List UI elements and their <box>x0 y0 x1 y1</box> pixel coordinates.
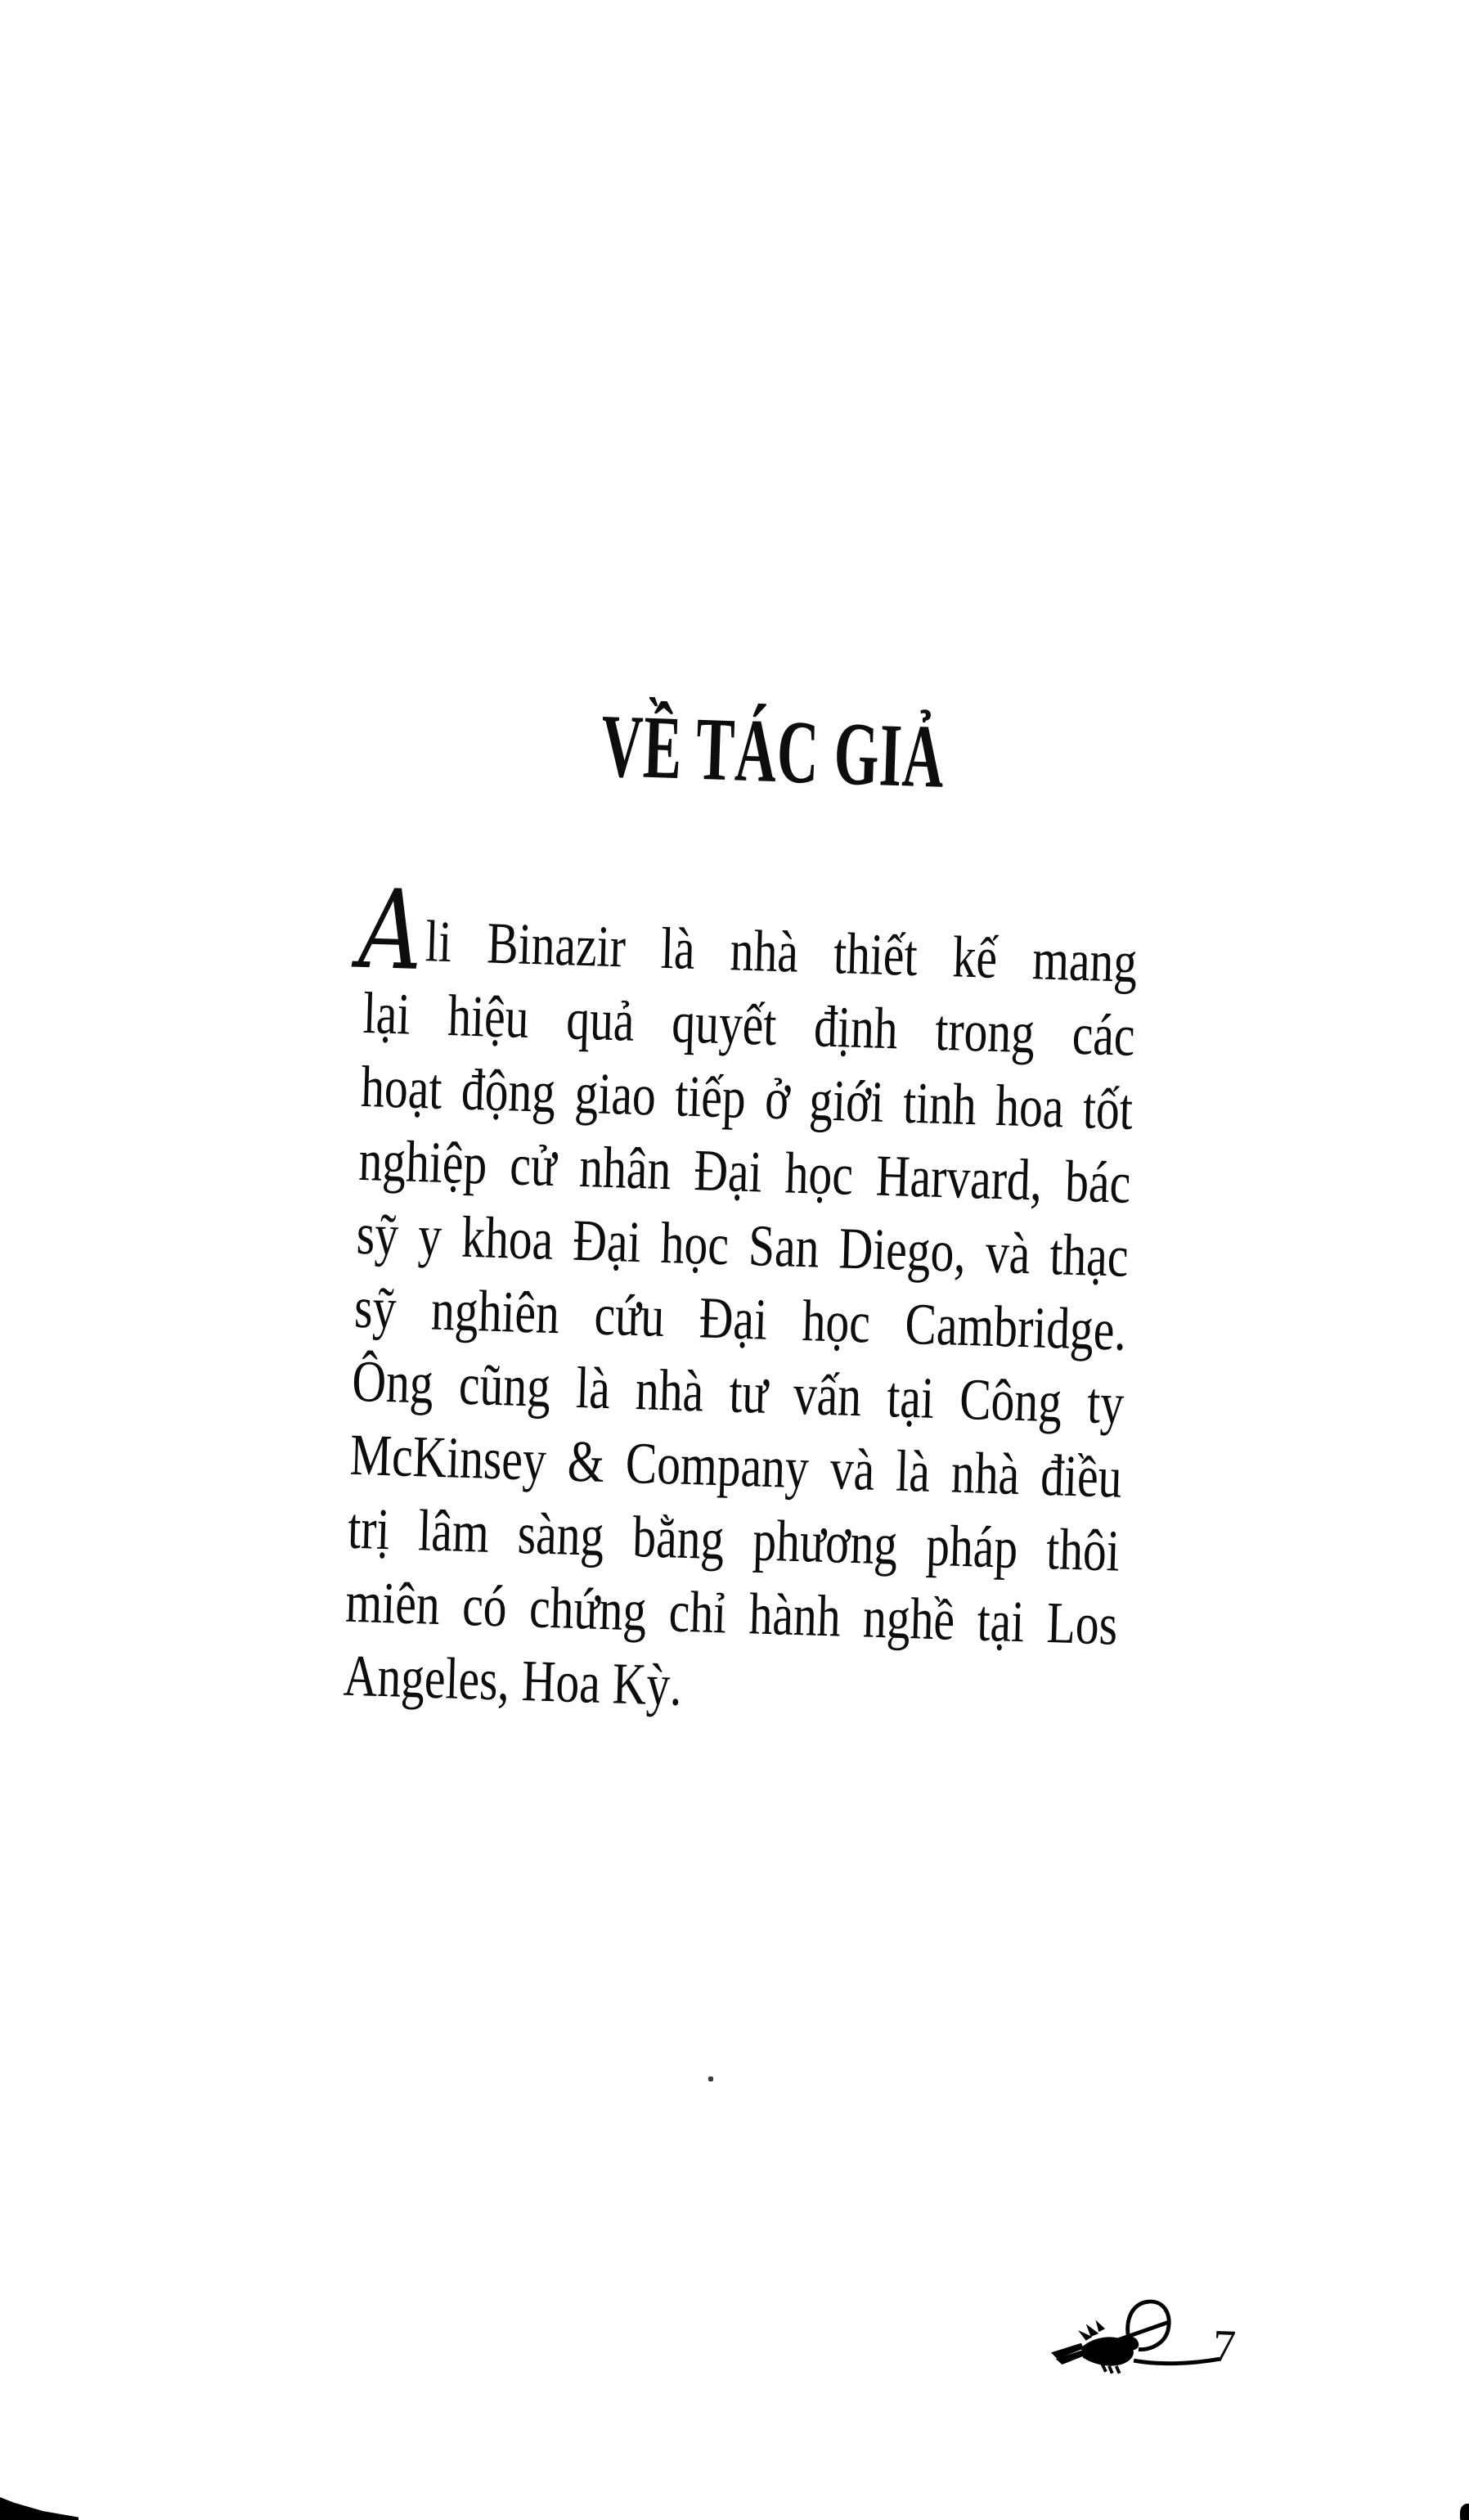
word: pháp <box>925 1512 1019 1581</box>
word: nghiệp <box>357 1127 488 1197</box>
word: học <box>784 1140 855 1208</box>
word: thôi <box>1045 1516 1121 1584</box>
word: học <box>659 1209 730 1278</box>
word: thiết <box>833 920 919 988</box>
word: Đại <box>698 1285 769 1352</box>
word: Công <box>959 1366 1063 1435</box>
word: là <box>895 1438 932 1505</box>
word: ty <box>1086 1370 1125 1437</box>
word: hoa <box>995 1072 1065 1141</box>
word: A li <box>357 865 453 996</box>
word: trong <box>934 997 1036 1066</box>
word: Đại <box>693 1137 763 1205</box>
word: Los <box>1045 1590 1119 1658</box>
word: khoa <box>460 1204 555 1272</box>
word: Ông <box>351 1348 434 1416</box>
word: tinh <box>902 1069 977 1138</box>
word: động <box>460 1056 557 1125</box>
word: San <box>748 1213 820 1280</box>
word: Hoa <box>520 1648 602 1716</box>
word: các <box>1071 1001 1136 1069</box>
word: bác <box>1064 1148 1132 1216</box>
bird-flourish-ornament-icon <box>1049 2296 1224 2374</box>
word: & <box>566 1428 605 1495</box>
author-paragraph <box>342 865 1139 1735</box>
word: sỹ <box>355 1200 400 1268</box>
word: hiệu <box>447 983 530 1051</box>
word: là <box>659 915 696 982</box>
word: thạc <box>1049 1221 1130 1289</box>
word: Kỳ. <box>611 1650 683 1718</box>
word: McKinsey <box>348 1421 548 1493</box>
word: và <box>984 1219 1031 1287</box>
word: học <box>801 1288 872 1356</box>
word: định <box>813 993 899 1062</box>
word: cứu <box>593 1281 666 1350</box>
word: và <box>829 1436 876 1503</box>
word: y <box>417 1203 443 1269</box>
word: Diego, <box>838 1215 968 1285</box>
word: Company <box>624 1429 810 1501</box>
word: nghiên <box>430 1276 561 1347</box>
word: cũng <box>457 1351 552 1420</box>
word: lâm <box>417 1497 491 1565</box>
word: tại <box>886 1364 936 1431</box>
word: trị <box>347 1495 391 1563</box>
word: chỉ <box>667 1578 728 1646</box>
word: tiếp <box>674 1063 747 1131</box>
scan-corner-shadow-left <box>0 2492 79 2520</box>
page-number: 7 <box>1211 2320 1238 2373</box>
word: nhà <box>634 1357 705 1424</box>
word: tư <box>728 1359 769 1426</box>
word: mang <box>1031 926 1139 995</box>
word: tốt <box>1081 1075 1134 1142</box>
word: Angeles, <box>342 1642 511 1713</box>
word: sỹ <box>353 1274 398 1342</box>
word: bằng <box>631 1504 726 1573</box>
word: nhà <box>950 1439 1021 1507</box>
word: có <box>461 1572 508 1640</box>
word: nhà <box>729 917 800 985</box>
word: tại <box>976 1587 1026 1655</box>
word: ở <box>764 1065 792 1132</box>
word: giới <box>808 1067 885 1135</box>
ornate-initial: A <box>357 865 425 996</box>
word: quyết <box>671 989 778 1058</box>
word: phương <box>752 1507 899 1577</box>
word: hành <box>748 1581 842 1649</box>
page-title: VỀ TÁC GIẢ <box>600 695 946 807</box>
word: quả <box>565 986 636 1054</box>
scan-speck <box>708 2077 713 2081</box>
word: chứng <box>528 1574 648 1644</box>
word: là <box>575 1354 612 1422</box>
word: kế <box>951 924 999 991</box>
word: nhân <box>578 1133 672 1203</box>
word: Binazir <box>486 910 627 980</box>
word: hoạt <box>360 1053 443 1122</box>
word: vấn <box>792 1361 863 1429</box>
word: cử <box>509 1132 558 1199</box>
word: Đại <box>572 1207 642 1276</box>
scan-corner-shadow-right <box>1460 2504 1469 2520</box>
word: giao <box>573 1060 658 1128</box>
word: điều <box>1040 1442 1123 1510</box>
word: Harvard, <box>874 1142 1044 1213</box>
word: nghề <box>862 1584 956 1653</box>
word: lại <box>362 979 411 1047</box>
word: sàng <box>516 1500 605 1568</box>
word: Cambridge. <box>904 1290 1128 1363</box>
word: miên <box>344 1568 441 1638</box>
